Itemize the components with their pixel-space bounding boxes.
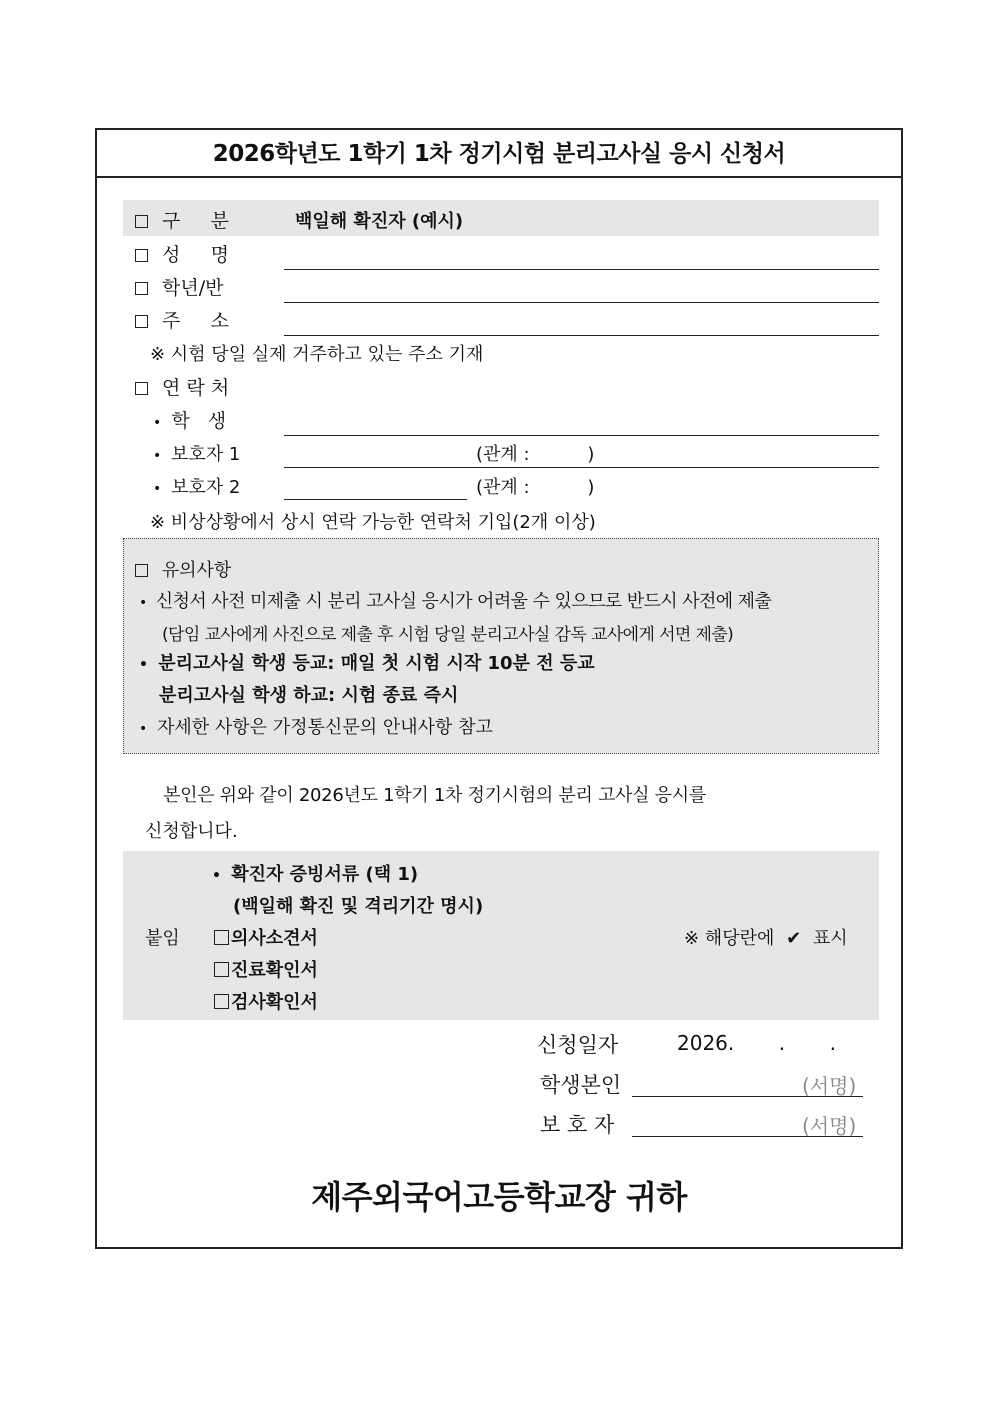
student-contact-row [153,406,226,433]
guardian-sign-text: (서명) [802,1114,857,1138]
name-input-line[interactable] [284,269,879,270]
attachment-item-sub: (백일해 확진 및 격리기간 명시) [233,896,484,917]
attachment-item-title-text: 확진자 증빙서류 (택 1) [231,864,419,885]
statement-line-2: 신청합니다. [145,821,238,842]
date-label: 신청일자 [537,1033,619,1057]
guardian1-row [153,440,240,466]
checkbox-icon[interactable] [214,994,229,1009]
statement-line-1: 본인은 위와 같이 2026년도 1학기 1차 정기시험의 분리 고사실 응시를 [163,785,706,806]
notice-item-1 [139,587,771,613]
student-contact-label: 학 생 [171,410,227,432]
category-value: 백일해 확진자 (예시) [295,211,464,232]
relation-close: ) [587,444,595,465]
attachment-option-3[interactable] [214,988,318,1014]
bullet-icon: • [139,721,148,737]
guardian2-contact-line[interactable] [284,499,467,500]
check-note [684,924,848,950]
grade-row [135,273,224,300]
guardian1-label: 보호자 1 [171,444,241,465]
guardian2-relation [476,473,594,499]
relation-label: (관계 : [476,477,530,498]
contact-row [135,373,229,400]
notice-item-3 [139,713,493,739]
name-row [135,240,229,267]
category-row [135,206,229,233]
notice-item-3-text: 자세한 사항은 가정통신문의 안내사항 참고 [157,717,493,738]
check-note-suffix: 표시 [812,928,848,949]
notice-item-2a [139,649,595,675]
bullet-icon: • [153,481,162,497]
checkbox-icon [135,564,148,577]
attachment-label: 붙임 [145,928,180,949]
name-label: 성 명 [162,244,229,266]
contact-label: 연 락 처 [162,377,230,399]
guardian1-contact-line[interactable] [284,467,879,468]
address-row [135,306,229,333]
check-mark-icon: ✔ [786,928,802,949]
bullet-icon: • [153,415,162,431]
guardian2-label: 보호자 2 [171,477,241,498]
grade-input-line[interactable] [284,302,879,303]
notice-item-1-sub: (담임 교사에게 사진으로 제출 후 시험 당일 분리고사실 감독 교사에게 서면 제출) [162,625,734,645]
relation-close: ) [587,477,595,498]
notice-header: 유의사항 [161,560,232,581]
grade-label: 학년/반 [162,277,224,299]
contact-note: ※ 비상상황에서 상시 연락 가능한 연락처 기입(2개 이상) [150,512,596,533]
checkbox-icon [135,249,148,262]
category-label: 구 분 [162,210,229,232]
bullet-icon: • [139,595,147,611]
checkbox-icon[interactable] [214,962,229,977]
category-band [123,200,879,236]
guardian-sign-label: 보 호 자 [540,1113,615,1137]
attachment-item-title [212,860,418,886]
attachment-option-2[interactable] [214,956,318,982]
application-form [95,128,903,1249]
footer-addressee: 제주외국어고등학교장 귀하 [311,1178,687,1216]
checkbox-icon[interactable] [214,930,229,945]
notice-header-row [135,556,231,582]
checkbox-icon [135,382,148,395]
student-sign-text: (서명) [802,1074,857,1098]
date-value[interactable]: 2026. . . [677,1031,836,1055]
attachment-option-1-label: 의사소견서 [231,928,318,949]
notice-item-1-text: 신청서 사전 미제출 시 분리 고사실 응시가 어려울 수 있으므로 반드시 사전에 제출 [155,591,772,612]
form-title: 2026학년도 1학기 1차 정기시험 분리고사실 응시 신청서 [97,130,901,178]
student-contact-line[interactable] [284,435,879,436]
address-input-line[interactable] [284,335,879,336]
checkbox-icon [135,282,148,295]
notice-item-2b: 분리고사실 학생 하교: 시험 종료 즉시 [159,685,459,706]
address-label: 주 소 [162,310,229,332]
guardian1-relation [476,440,594,466]
attachment-option-3-label: 검사확인서 [231,992,318,1013]
notice-item-2a-text: 분리고사실 학생 등교: 매일 첫 시험 시작 10분 전 등교 [158,653,595,674]
student-sign-label: 학생본인 [540,1073,622,1097]
guardian2-row [153,473,240,499]
bullet-icon: • [153,448,162,464]
checkbox-icon [135,315,148,328]
attachment-option-1[interactable] [214,924,318,950]
address-note: ※ 시험 당일 실제 거주하고 있는 주소 기재 [150,344,484,365]
checkbox-icon [135,215,148,228]
check-note-prefix: ※ 해당란에 [684,928,775,949]
attachment-option-2-label: 진료확인서 [231,960,318,981]
relation-label: (관계 : [476,444,530,465]
bullet-icon: • [212,868,221,884]
bullet-icon: • [139,657,148,673]
